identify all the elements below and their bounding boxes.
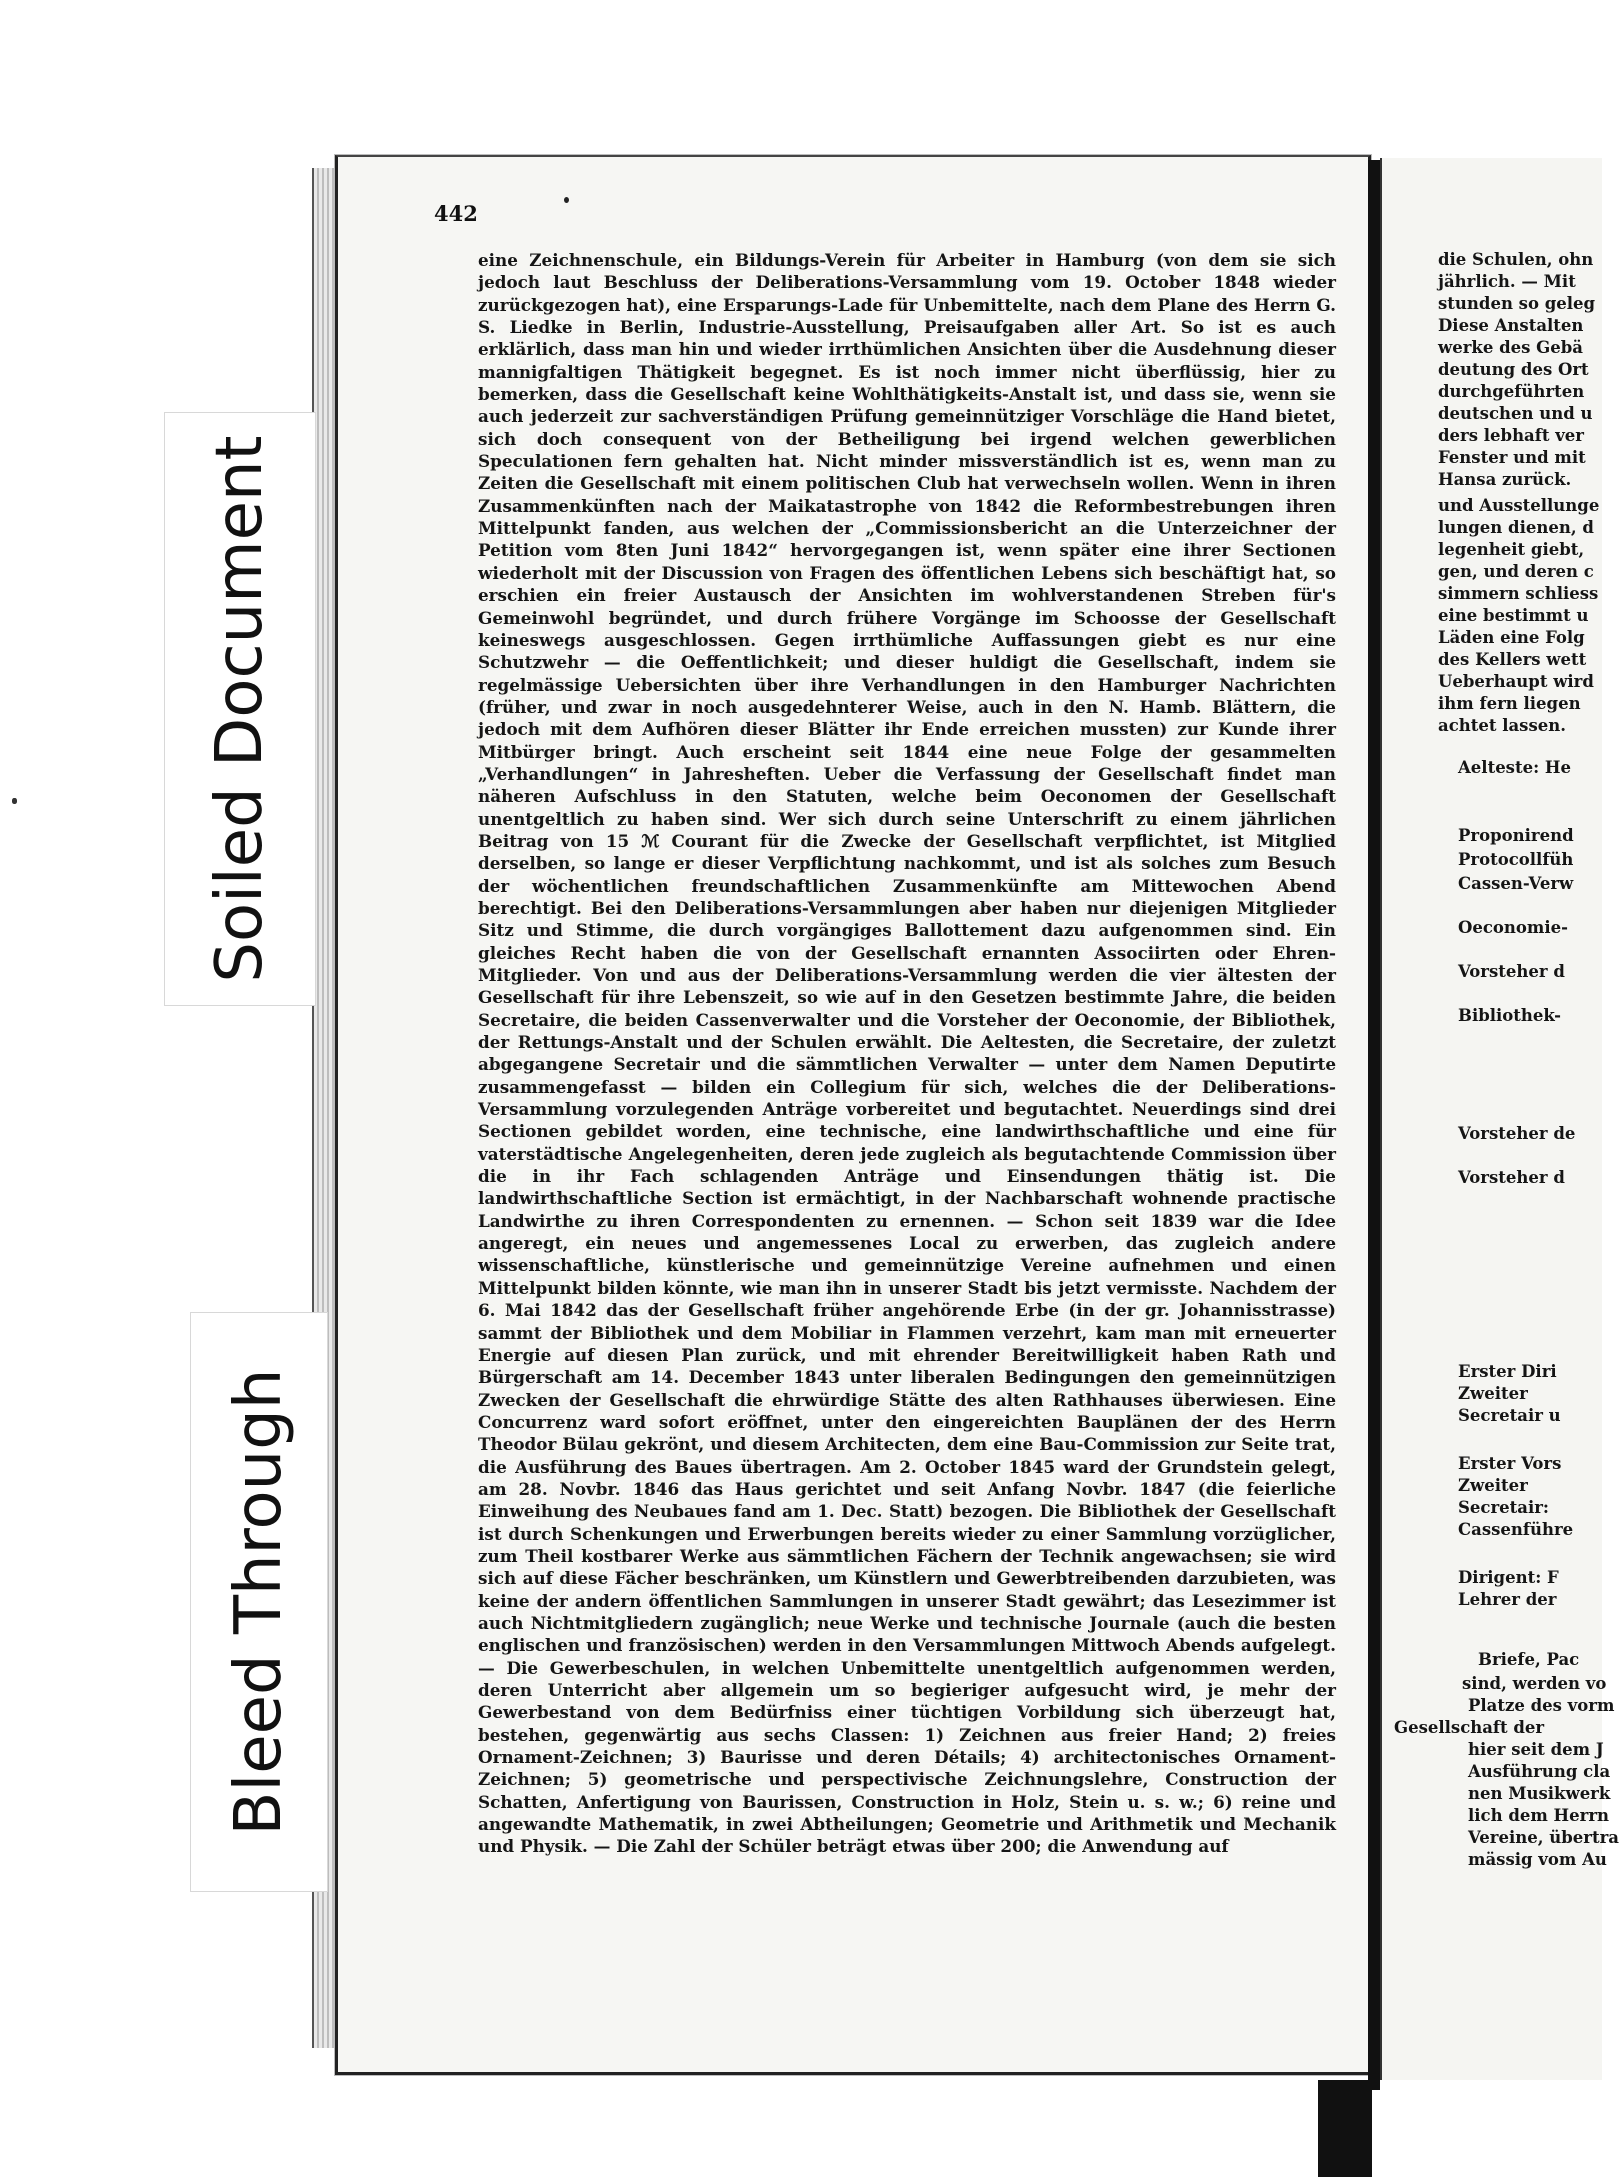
right-page-line: lungen dienen, d	[1438, 518, 1594, 537]
right-page-line: die Schulen, ohn	[1438, 250, 1594, 269]
right-page-line: hier seit dem J	[1468, 1740, 1604, 1759]
right-page-line: Bibliothek-	[1458, 1006, 1562, 1025]
right-page-line: Zweiter	[1458, 1476, 1528, 1495]
right-page-line: Protocollfüh	[1458, 850, 1574, 869]
bleed-through-text: Bleed Through	[222, 1368, 296, 1836]
right-page-line: ders lebhaft ver	[1438, 426, 1584, 445]
right-page-line: legenheit giebt,	[1438, 540, 1585, 559]
right-page-line: Zweiter	[1458, 1384, 1528, 1403]
ink-dot	[564, 197, 569, 203]
book-spine	[1368, 160, 1380, 2090]
right-page-line: Vorsteher de	[1458, 1124, 1576, 1143]
right-page-line: jährlich. — Mit	[1438, 272, 1576, 291]
right-page-line: durchgeführten	[1438, 382, 1585, 401]
right-page-line: lich dem Herrn	[1468, 1806, 1610, 1825]
right-page-line: des Kellers wett	[1438, 650, 1587, 669]
right-page-line: Briefe, Pac	[1478, 1650, 1580, 1669]
soiled-document-label	[164, 412, 316, 1006]
right-page-line: deutschen und u	[1438, 404, 1593, 423]
bleed-through-label	[190, 1312, 328, 1892]
right-page-line: eine bestimmt u	[1438, 606, 1589, 625]
right-page-line: Fenster und mit	[1438, 448, 1586, 467]
right-page-line: gen, und deren c	[1438, 562, 1594, 581]
right-page-line: ihm fern liegen	[1438, 694, 1581, 713]
right-page-line: Erster Diri	[1458, 1362, 1557, 1381]
right-page-line: stunden so geleg	[1438, 294, 1596, 313]
right-page-line: Cassenführe	[1458, 1520, 1574, 1539]
spine-bottom-shadow	[1318, 2080, 1372, 2177]
right-page	[1380, 158, 1619, 2080]
right-page-line: sind, werden vo	[1462, 1674, 1607, 1693]
right-page-line: achtet lassen.	[1438, 716, 1566, 735]
right-page-line: werke des Gebä	[1438, 338, 1583, 357]
right-page-line: mässig vom Au	[1468, 1850, 1607, 1869]
right-page-line: Cassen-Verw	[1458, 874, 1574, 893]
right-page-line: Oeconomie-	[1458, 918, 1568, 937]
right-page-line: Vorsteher d	[1458, 1168, 1565, 1187]
right-page-line: Läden eine Folg	[1438, 628, 1585, 647]
right-page-line: Proponirend	[1458, 826, 1574, 845]
right-page-line: Erster Vors	[1458, 1454, 1562, 1473]
body-text: eine Zeichnenschule, ein Bildungs-Verein für Arbeiter in Hamburg (von dem sie sich jedoch laut Beschluss der Deliberations-Versammlung vom 19. October 1848 wieder zurückgezogen hat), eine Ersparungs-Lade für Unbemittelte, nach dem Plane des Herrn G. S. Liedke in Berlin, Industrie-Ausstellung, Preisaufgaben aller Art. So ist es auch erklärlich, dass man hin und wieder irrthümlichen Ansichten über die Ausdehnung dieser mannigfaltigen Thätigkeit begegnet. Es ist noch immer nicht überflüssig, hier zu bemerken, dass die Gesellschaft keine Wohlthätigkeits-Anstalt ist, und dass sie, wenn sie auch jederzeit zur sachverständigen Prüfung gemeinnütziger Vorschläge die Hand bietet, sich doch consequent von der Betheiligung bei irgend welchen gewerblichen Speculationen fern gehalten hat. Nicht minder missverständlich ist es, wenn man zu Zeiten die Gesellschaft mit einem politischen Club hat verwechseln wollen. Wenn in ihren Zusammenkünften nach der Maikatastrophe von 1842 die Reformbestrebungen ihren Mittelpunkt fanden, aus welchen der „Commissionsbericht an die Unterzeichner der Petition vom 8ten Juni 1842“ hervorgegangen ist, wenn später eine ihrer Sectionen wiederholt mit der Discussion von Fragen des öffentlichen Lebens sich beschäftigt hat, so erschien ein freier Austausch der Ansichten im wohlverstandenen Streben für's Gemeinwohl begründet, und durch frühere Vorgänge im Schoosse der Gesellschaft keineswegs ausgeschlossen. Gegen irrthümliche Auffassungen giebt es nur eine Schutzwehr — die Oeffentlichkeit; und dieser huldigt die Gesellschaft, indem sie regelmässige Uebersichten über ihre Verhandlungen in den Hamburger Nachrichten (früher, und zwar in noch ausgedehnterer Weise, auch in den N. Hamb. Blättern, die jedoch mit dem Aufhören dieser Blätter ihr Ende erreichen mussten) zur Kunde ihrer Mitbürger bringt. Auch erscheint seit 1844 eine neue Folge der gesammelten „Verhandlungen“ in Jahresheften. Ueber die Verfassung der Gesellschaft findet man näheren Aufschluss in den Statuten, welche beim Oeconomen der Gesellschaft unentgeltlich zu haben sind. Wer sich durch seine Unterschrift zu einem jährlichen Beitrag von 15 ℳ Courant für die Zwecke der Gesellschaft verpflichtet, ist Mitglied derselben, so lange er dieser Verpflichtung nachkommt, und ist als solches zum Besuch der wöchentlichen freundschaftlichen Zusammenkünfte am Mittewochen Abend berechtigt. Bei den Deliberations-Versammlungen aber haben nur diejenigen Mitglieder Sitz und Stimme, die durch vorgängiges Ballottement dazu aufgenommen sind. Ein gleiches Recht haben die von der Gesellschaft ernannten Associirten oder Ehren-Mitglieder. Von und aus der Deliberations-Versammlung werden die vier ältesten der Gesellschaft für ihre Lebenszeit, so wie auf in den Gesetzen bestimmte Jahre, die beiden Secretaire, die beiden Cassenverwalter und die Vorsteher der Oeconomie, der Bibliothek, der Rettungs-Anstalt und der Schulen erwählt. Die Aeltesten, die Secretaire, der zuletzt abgegangene Secretair und die sämmtlichen Verwalter — unter dem Namen Deputirte zusammengefasst — bilden ein Collegium für sich, welches die der Deliberations-Versammlung vorzulegenden Anträge vorbereitet und begutachtet. Neuerdings sind drei Sectionen gebildet worden, eine technische, eine landwirthschaftliche und eine für vaterstädtische Angelegenheiten, deren jede zugleich als begutachtende Commission über die in ihr Fach schlagenden Anträge und Einsendungen thätig ist. Die landwirthschaftliche Section ist ermächtigt, in der Nachbarschaft wohnende practische Landwirthe zu ihren Correspondenten zu ernennen. — Schon seit 1839 war die Idee angeregt, ein neues und angemessenes Local zu erwerben, das zugleich andere wissenschaftliche, künstlerische und gemeinnützige Vereine aufnehmen und einen Mittelpunkt bilden könnte, wie man ihn in unserer Stadt bis jetzt vermisste. Nachdem der 6. Mai 1842 das der Gesellschaft früher angehörende Erbe (in der gr. Johannisstrasse) sammt der Bibliothek und dem Mobiliar in Flammen verzehrt, kam man mit erneuerter Energie auf diesen Plan zurück, und mit ehrender Bereitwilligkeit haben Rath und Bürgerschaft am 14. December 1843 unter liberalen Bedingungen den gemeinnützigen Zwecken der Gesellschaft die ehrwürdige Stätte des alten Rathhauses überwiesen. Eine Concurrenz ward sofort eröffnet, unter den eingereichten Bauplänen der des Herrn Theodor Bülau gekrönt, und diesem Architecten, dem eine Bau-Commission zur Seite trat, die Ausführung des Baues übertragen. Am 2. October 1845 ward der Grundstein gelegt, am 28. Novbr. 1846 das Haus gerichtet und seit Anfang Novbr. 1847 (die feierliche Einweihung des Neubaues fand am 1. Dec. Statt) bezogen. Die Bibliothek der Gesellschaft ist durch Schenkungen und Erwerbungen bereits wieder zu einer Sammlung vorzüglicher, zum Theil kostbarer Werke aus sämmtlichen Fächern der Technik angewachsen; sie wird sich auf diese Fächer beschränken, um Künstlern und Gewerbtreibenden darzubieten, was keine der andern öffentlichen Sammlungen in unserer Stadt gewährt; das Lesezimmer ist auch Nichtmitgliedern zugänglich; neue Werke und technische Journale (auch die besten englischen und französischen) werden in den Versammlungen Mittwoch Abends aufgelegt. — Die Gewerbeschulen, in welchen Unbemittelte unentgeltlich aufgenommen werden, deren Unterricht aber allgemein um so begieriger aufgesucht wird, je mehr der Gewerbestand von dem Bedürfniss einer tüchtigen Vorbildung sich überzeugt hat, bestehen, gegenwärtig aus sechs Classen: 1) Zeichnen aus freier Hand; 2) freies Ornament-Zeichnen; 3) Baurisse und deren Détails; 4) architectonisches Ornament-Zeichnen; 5) geometrische und perspectivische Zeichnungslehre, Construction der Schatten, Anfertigung von Baurissen, Construction in Holz, Stein u. s. w.; 6) reine und angewandte Mathematik, in zwei Abtheilungen; Geometrie und Arithmetik und Mechanik und Physik. — Die Zahl der Schüler beträgt etwas über 200; die Anwendung auf	[478, 250, 1336, 1857]
right-page-line: Aelteste: He	[1458, 758, 1572, 777]
page-number: 442	[434, 201, 478, 226]
right-page-line: Lehrer der	[1458, 1590, 1557, 1609]
right-page-line: nen Musikwerk	[1468, 1784, 1611, 1803]
right-page-line: und Ausstellunge	[1438, 496, 1600, 515]
right-page-line: Vorsteher d	[1458, 962, 1565, 981]
left-page	[335, 155, 1371, 2075]
right-page-line: deutung des Ort	[1438, 360, 1589, 379]
right-page-line: Platze des vorm	[1468, 1696, 1615, 1715]
soiled-document-text: Soiled Document	[203, 435, 277, 983]
right-page-line: Ausführung cla	[1468, 1762, 1611, 1781]
right-page-line: Secretair u	[1458, 1406, 1561, 1425]
speck-mark	[12, 798, 17, 804]
right-page-line: Vereine, übertra	[1468, 1828, 1619, 1847]
right-page-line: Diese Anstalten	[1438, 316, 1584, 335]
right-page-line: Secretair:	[1458, 1498, 1550, 1517]
right-page-line: Dirigent: F	[1458, 1568, 1559, 1587]
right-page-line: Hansa zurück.	[1438, 470, 1572, 489]
right-page-line: simmern schliess	[1438, 584, 1599, 603]
right-page-line: Ueberhaupt wird	[1438, 672, 1594, 691]
right-page-line: Gesellschaft der	[1394, 1718, 1545, 1737]
